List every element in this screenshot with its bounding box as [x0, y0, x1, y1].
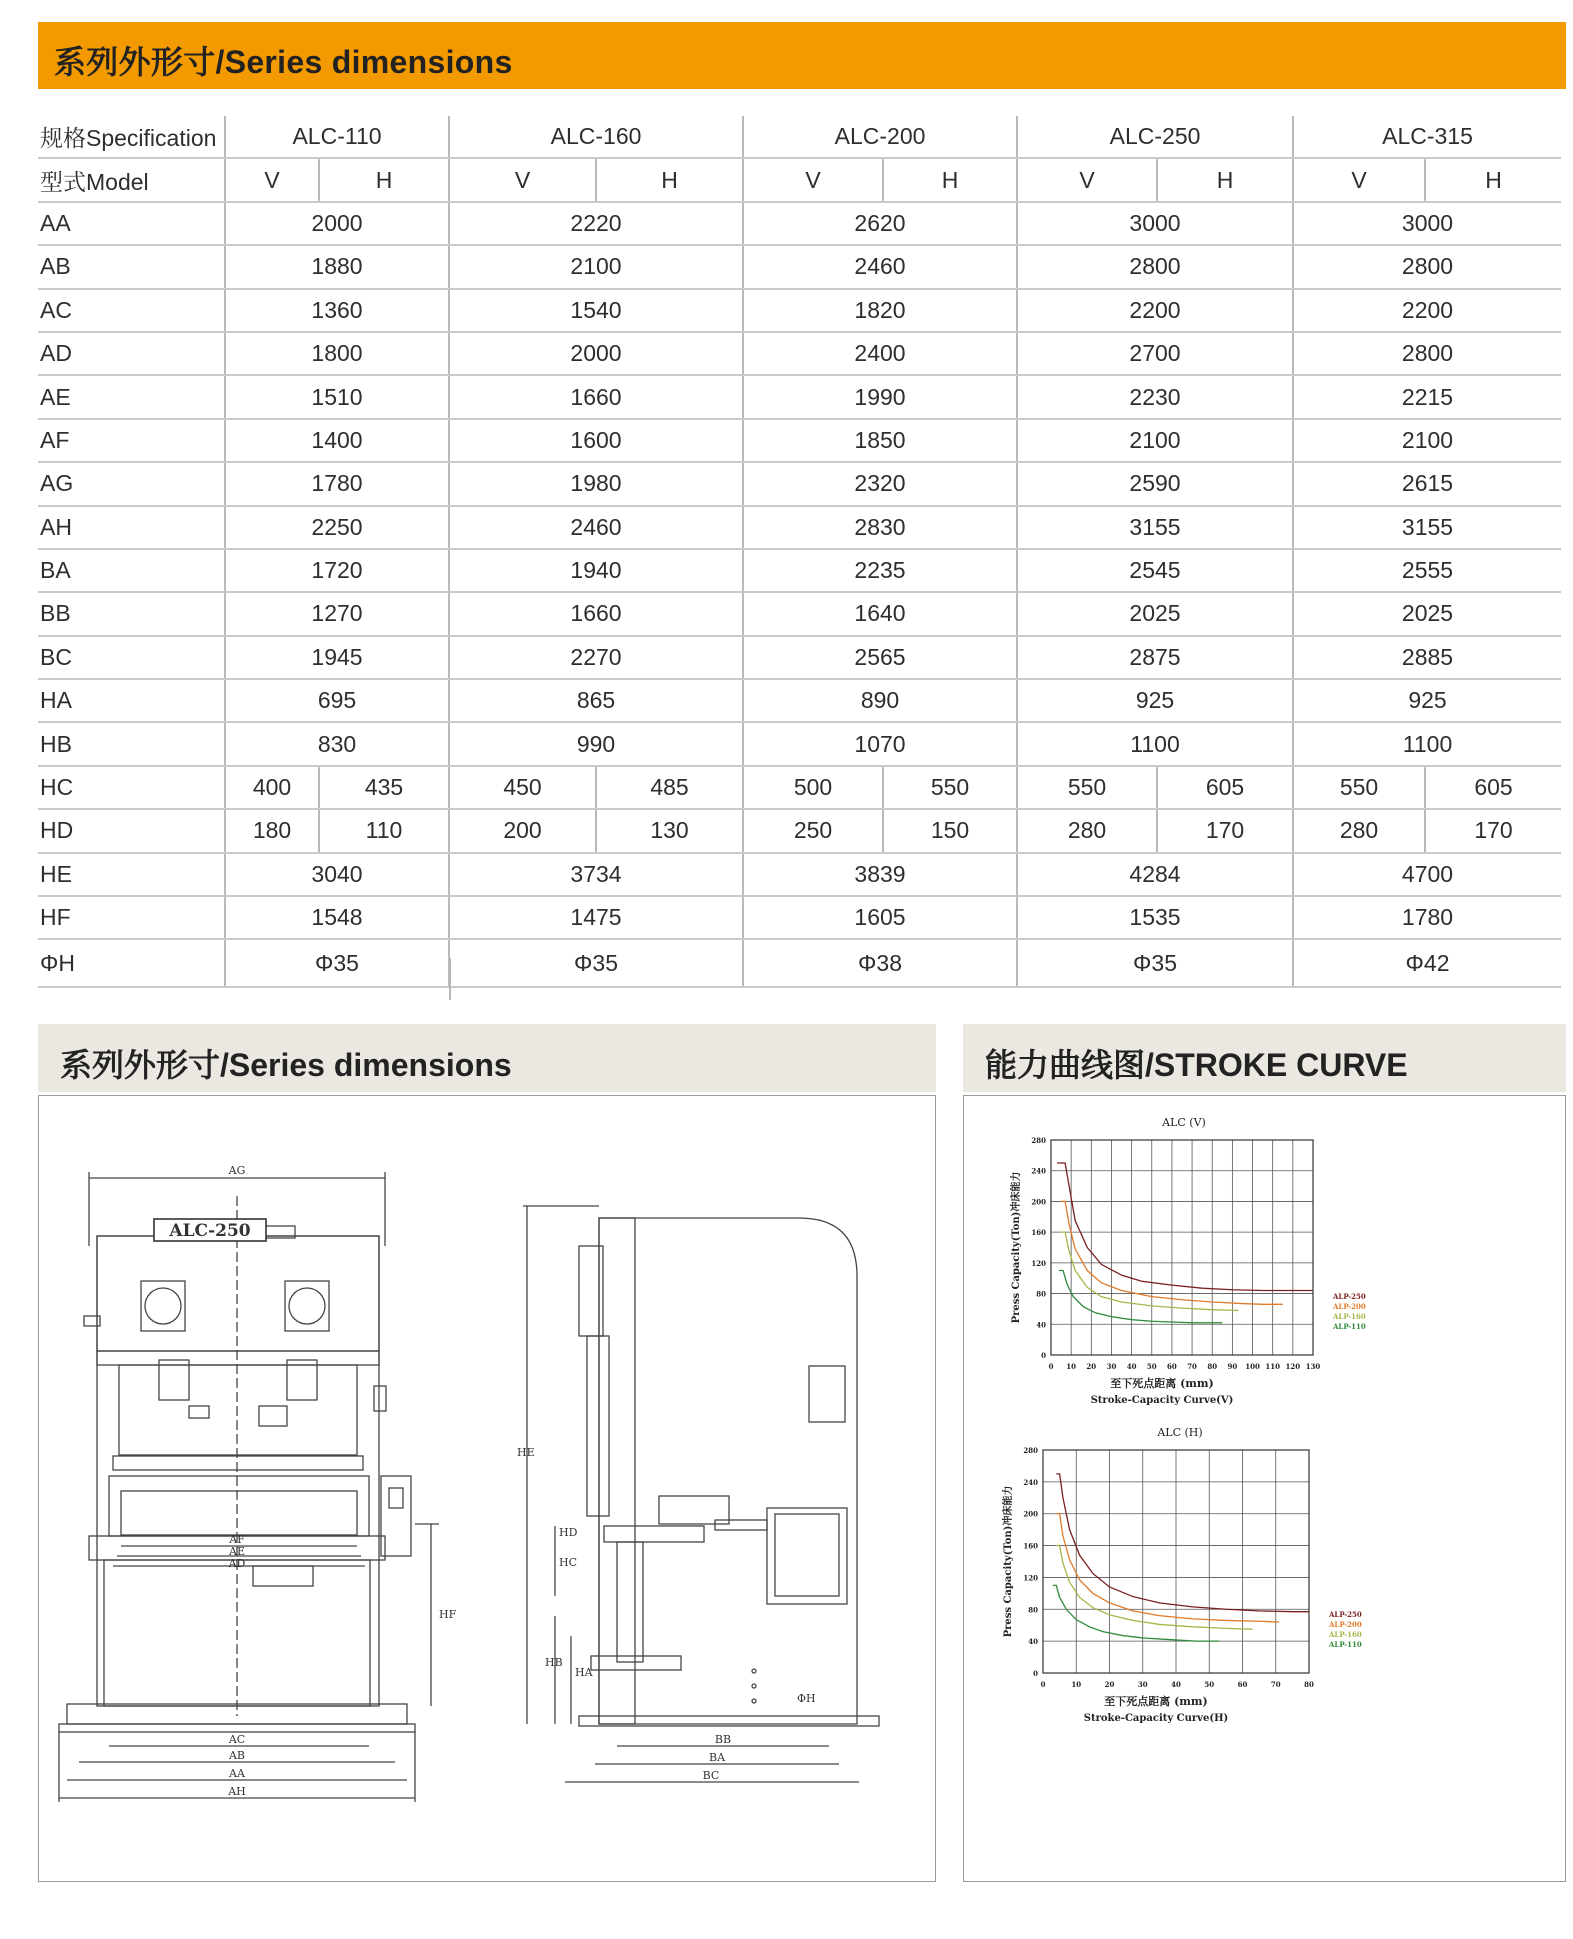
cell-value: 2555: [1293, 549, 1561, 592]
variant-v: V: [225, 158, 319, 201]
cell-value: 2220: [449, 202, 743, 245]
cell-value: 2800: [1017, 245, 1293, 288]
variant-v: V: [1293, 158, 1425, 201]
table-row: [38, 939, 1561, 987]
cell-value: 990: [449, 722, 743, 765]
cell-value: 3000: [1293, 202, 1561, 245]
cell-value: 485: [596, 766, 743, 809]
x-axis-label: Stroke-Capacity Curve(V): [1090, 1395, 1234, 1406]
dimensions-panel-header: [38, 1024, 936, 1092]
variant-h: H: [883, 158, 1017, 201]
cell-value: 1510: [225, 375, 449, 418]
variant-v: V: [449, 158, 596, 201]
x-tick-label: 20: [1086, 1362, 1097, 1371]
table-divider-extension: [449, 958, 451, 1000]
cell-value: 1270: [225, 592, 449, 635]
cell-value: 1850: [743, 419, 1017, 462]
x-tick-label: 60: [1237, 1680, 1248, 1689]
cell-value: 2800: [1293, 332, 1561, 375]
label-he: HE: [517, 1446, 535, 1459]
cell-value: 1660: [449, 592, 743, 635]
cell-value: 1548: [225, 896, 449, 939]
y-tick-label: 40: [1036, 1320, 1046, 1330]
y-tick-label: 200: [1031, 1197, 1046, 1207]
top-banner: [38, 22, 1566, 89]
chart-title: ALC (H): [1157, 1426, 1203, 1439]
variant-h: H: [1425, 158, 1561, 201]
cell-value: 2270: [449, 636, 743, 679]
x-axis-label: Stroke-Capacity Curve(H): [1083, 1713, 1229, 1724]
variant-h: H: [1157, 158, 1293, 201]
cell-value: 925: [1293, 679, 1561, 722]
row-label: HD: [38, 809, 225, 852]
x-tick-label: 130: [1305, 1362, 1321, 1371]
y-axis-label: Press Capacity(Ton)冲床能力: [1003, 1485, 1014, 1638]
y-tick-label: 280: [1023, 1446, 1038, 1455]
y-tick-label: 120: [1031, 1258, 1046, 1268]
cell-value: 180: [225, 809, 319, 852]
cell-value: 2250: [225, 506, 449, 549]
cell-value: 2230: [1017, 375, 1293, 418]
y-tick-label: 280: [1031, 1136, 1046, 1145]
label-ab: AB: [228, 1749, 246, 1762]
stroke-panel-header: [963, 1024, 1566, 1092]
table-row: [38, 506, 1561, 549]
label-ac: AC: [228, 1733, 246, 1746]
cell-value: 3155: [1017, 506, 1293, 549]
legend-item: ALP-110: [1333, 1322, 1366, 1331]
table-row: [38, 202, 1561, 245]
machine-plate: ALC-250: [169, 1221, 251, 1241]
label-ba: BA: [708, 1751, 726, 1764]
y-tick-label: 200: [1023, 1509, 1038, 1519]
model-header: ALC-250: [1017, 116, 1293, 158]
table-row: [38, 722, 1561, 765]
y-tick-label: 80: [1028, 1605, 1038, 1615]
table-row: [38, 896, 1561, 939]
model-label: 型式Model: [38, 158, 225, 201]
cell-value: Φ35: [225, 939, 449, 987]
label-aa: AA: [229, 1767, 245, 1780]
cell-value: 2460: [743, 245, 1017, 288]
cell-value: 1980: [449, 462, 743, 505]
variant-h: H: [596, 158, 743, 201]
machine-drawing: [39, 1096, 935, 1881]
row-label: AG: [38, 462, 225, 505]
cell-value: 1475: [449, 896, 743, 939]
table-row: [38, 549, 1561, 592]
label-bb: BB: [714, 1733, 732, 1746]
label-ag: AG: [228, 1164, 246, 1177]
cell-value: 3155: [1293, 506, 1561, 549]
cell-value: 1720: [225, 549, 449, 592]
stroke-chart-h: [1001, 1426, 1362, 1724]
cell-value: 550: [883, 766, 1017, 809]
series-line-alp-110: [1059, 1271, 1222, 1323]
cell-value: 1605: [743, 896, 1017, 939]
row-label: BB: [38, 592, 225, 635]
label-ah: AH: [228, 1785, 246, 1798]
front-view: [59, 1172, 439, 1802]
cell-value: 1945: [225, 636, 449, 679]
variant-v: V: [1017, 158, 1157, 201]
x-tick-label: 100: [1245, 1362, 1260, 1371]
y-tick-label: 240: [1031, 1166, 1046, 1176]
cell-value: 1535: [1017, 896, 1293, 939]
cell-value: 2565: [743, 636, 1017, 679]
cell-value: 1360: [225, 289, 449, 332]
cell-value: 2025: [1293, 592, 1561, 635]
cell-value: 605: [1425, 766, 1561, 809]
row-label: HE: [38, 853, 225, 896]
label-hd: HD: [559, 1526, 578, 1539]
y-tick-label: 0: [1041, 1351, 1046, 1360]
cell-value: 2620: [743, 202, 1017, 245]
x-tick-label: 30: [1106, 1362, 1117, 1371]
x-tick-label: 90: [1227, 1362, 1238, 1371]
cell-value: 1400: [225, 419, 449, 462]
x-tick-label: 0: [1048, 1362, 1054, 1371]
table-row: [38, 636, 1561, 679]
x-tick-label: 50: [1204, 1680, 1215, 1689]
row-label: AB: [38, 245, 225, 288]
row-label: AC: [38, 289, 225, 332]
cell-value: 1780: [225, 462, 449, 505]
table-row: [38, 245, 1561, 288]
y-axis-label: Press Capacity(Ton)冲床能力: [1011, 1171, 1022, 1324]
cell-value: 2235: [743, 549, 1017, 592]
cell-value: 1660: [449, 375, 743, 418]
legend-item: ALP-160: [1329, 1630, 1362, 1639]
legend-item: ALP-110: [1329, 1640, 1362, 1649]
y-tick-label: 160: [1023, 1541, 1038, 1551]
side-view: [523, 1206, 879, 1782]
cell-value: 2320: [743, 462, 1017, 505]
x-tick-label: 20: [1104, 1680, 1115, 1689]
cell-value: 2000: [449, 332, 743, 375]
cell-value: 2100: [1293, 419, 1561, 462]
dimensions-panel-title: 系列外形寸/Series dimensions: [60, 1047, 512, 1083]
cell-value: 1880: [225, 245, 449, 288]
x-tick-label: 40: [1171, 1680, 1181, 1689]
spec-table: [38, 116, 1561, 988]
cell-value: 170: [1425, 809, 1561, 852]
cell-value: 2200: [1017, 289, 1293, 332]
cell-value: 865: [449, 679, 743, 722]
x-tick-label: 10: [1066, 1362, 1077, 1371]
y-tick-label: 240: [1023, 1477, 1038, 1487]
label-ae: AE: [229, 1545, 245, 1558]
row-label: HA: [38, 679, 225, 722]
x-tick-label: 30: [1137, 1680, 1148, 1689]
cell-value: 1640: [743, 592, 1017, 635]
table-row: [38, 853, 1561, 896]
legend-item: ALP-200: [1329, 1620, 1362, 1629]
row-label: HF: [38, 896, 225, 939]
x-tick-label: 80: [1304, 1680, 1314, 1689]
variant-v: V: [743, 158, 883, 201]
y-tick-label: 80: [1036, 1289, 1046, 1299]
cell-value: 2615: [1293, 462, 1561, 505]
model-header: ALC-315: [1293, 116, 1561, 158]
row-label: AE: [38, 375, 225, 418]
x-tick-label: 60: [1167, 1362, 1177, 1371]
x-tick-label: 110: [1265, 1362, 1281, 1371]
cell-value: 2545: [1017, 549, 1293, 592]
cell-value: 1540: [449, 289, 743, 332]
model-header: ALC-160: [449, 116, 743, 158]
stroke-chart-v: [1009, 1116, 1366, 1406]
model-header: ALC-200: [743, 116, 1017, 158]
series-line-alp-250: [1056, 1474, 1309, 1612]
cell-value: 1600: [449, 419, 743, 462]
cell-value: Φ42: [1293, 939, 1561, 987]
stroke-panel-title: 能力曲线图/STROKE CURVE: [985, 1047, 1408, 1083]
cell-value: 2200: [1293, 289, 1561, 332]
cell-value: 280: [1293, 809, 1425, 852]
label-ad: AD: [228, 1557, 246, 1570]
table-row: [38, 375, 1561, 418]
cell-value: 250: [743, 809, 883, 852]
cell-value: 435: [319, 766, 449, 809]
cell-value: 3734: [449, 853, 743, 896]
chart-title: ALC (V): [1162, 1116, 1206, 1129]
cell-value: 1100: [1017, 722, 1293, 765]
x-tick-label: 70: [1270, 1680, 1281, 1689]
x-axis-label-cn: 至下死点距离 (mm): [1110, 1377, 1214, 1390]
label-hf: HF: [439, 1608, 457, 1621]
cell-value: Φ38: [743, 939, 1017, 987]
cell-value: 3839: [743, 853, 1017, 896]
row-label: BA: [38, 549, 225, 592]
stroke-curve-panel: [963, 1095, 1566, 1882]
cell-value: 2590: [1017, 462, 1293, 505]
cell-value: 3040: [225, 853, 449, 896]
cell-value: 2000: [225, 202, 449, 245]
dimensions-drawing-panel: [38, 1095, 936, 1882]
cell-value: 500: [743, 766, 883, 809]
y-tick-label: 0: [1033, 1669, 1038, 1678]
cell-value: 280: [1017, 809, 1157, 852]
stroke-charts: [964, 1096, 1565, 1881]
cell-value: 830: [225, 722, 449, 765]
cell-value: 1990: [743, 375, 1017, 418]
cell-value: 1800: [225, 332, 449, 375]
legend-item: ALP-200: [1333, 1302, 1366, 1311]
table-row: [38, 809, 1561, 852]
table-row: [38, 462, 1561, 505]
cell-value: 4284: [1017, 853, 1293, 896]
label-hb: HB: [545, 1656, 563, 1669]
spec-label: 规格Specification: [38, 116, 225, 158]
cell-value: Φ35: [449, 939, 743, 987]
x-tick-label: 120: [1285, 1362, 1301, 1371]
row-label: ΦH: [38, 939, 225, 987]
cell-value: 2025: [1017, 592, 1293, 635]
cell-value: 110: [319, 809, 449, 852]
cell-value: 1070: [743, 722, 1017, 765]
cell-value: 2215: [1293, 375, 1561, 418]
x-tick-label: 0: [1040, 1680, 1046, 1689]
cell-value: 2875: [1017, 636, 1293, 679]
cell-value: 1940: [449, 549, 743, 592]
cell-value: 695: [225, 679, 449, 722]
legend-item: ALP-250: [1329, 1610, 1362, 1619]
x-axis-label-cn: 至下死点距离 (mm): [1104, 1695, 1208, 1708]
cell-value: 450: [449, 766, 596, 809]
series-line-alp-250: [1057, 1163, 1313, 1290]
variant-h: H: [319, 158, 449, 201]
row-label: AH: [38, 506, 225, 549]
table-row: [38, 592, 1561, 635]
y-tick-label: 120: [1023, 1573, 1038, 1583]
cell-value: 550: [1293, 766, 1425, 809]
x-tick-label: 70: [1187, 1362, 1197, 1371]
table-row: [38, 419, 1561, 462]
cell-value: 1100: [1293, 722, 1561, 765]
legend-item: ALP-250: [1333, 1292, 1366, 1301]
label-phi-h: ΦH: [797, 1692, 816, 1705]
cell-value: 2885: [1293, 636, 1561, 679]
cell-value: 1820: [743, 289, 1017, 332]
table-row: [38, 289, 1561, 332]
cell-value: 890: [743, 679, 1017, 722]
x-tick-label: 10: [1071, 1680, 1082, 1689]
banner-title: 系列外形寸/Series dimensions: [54, 44, 513, 80]
cell-value: 2100: [1017, 419, 1293, 462]
table-row: [38, 679, 1561, 722]
legend-item: ALP-160: [1333, 1312, 1366, 1321]
x-tick-label: 80: [1207, 1362, 1218, 1371]
row-label: HB: [38, 722, 225, 765]
cell-value: 4700: [1293, 853, 1561, 896]
table-row: [38, 766, 1561, 809]
cell-value: 2460: [449, 506, 743, 549]
cell-value: 170: [1157, 809, 1293, 852]
cell-value: 2400: [743, 332, 1017, 375]
label-bc: BC: [702, 1769, 720, 1782]
row-label: BC: [38, 636, 225, 679]
x-tick-label: 50: [1146, 1362, 1157, 1371]
series-line-alp-160: [1056, 1546, 1252, 1630]
x-tick-label: 40: [1126, 1362, 1137, 1371]
cell-value: 2800: [1293, 245, 1561, 288]
cell-value: 400: [225, 766, 319, 809]
cell-value: 2830: [743, 506, 1017, 549]
cell-value: 200: [449, 809, 596, 852]
cell-value: 2700: [1017, 332, 1293, 375]
cell-value: 1780: [1293, 896, 1561, 939]
row-label: AF: [38, 419, 225, 462]
row-label: HC: [38, 766, 225, 809]
y-tick-label: 160: [1031, 1228, 1046, 1238]
label-hc: HC: [559, 1556, 578, 1569]
cell-value: 2100: [449, 245, 743, 288]
row-label: AD: [38, 332, 225, 375]
table-row: [38, 332, 1561, 375]
row-label: AA: [38, 202, 225, 245]
cell-value: 605: [1157, 766, 1293, 809]
label-ha: HA: [575, 1666, 593, 1679]
cell-value: 550: [1017, 766, 1157, 809]
cell-value: 925: [1017, 679, 1293, 722]
cell-value: 150: [883, 809, 1017, 852]
label-af: AF: [229, 1533, 245, 1546]
model-header: ALC-110: [225, 116, 449, 158]
cell-value: Φ35: [1017, 939, 1293, 987]
cell-value: 130: [596, 809, 743, 852]
y-tick-label: 40: [1028, 1637, 1038, 1647]
cell-value: 3000: [1017, 202, 1293, 245]
